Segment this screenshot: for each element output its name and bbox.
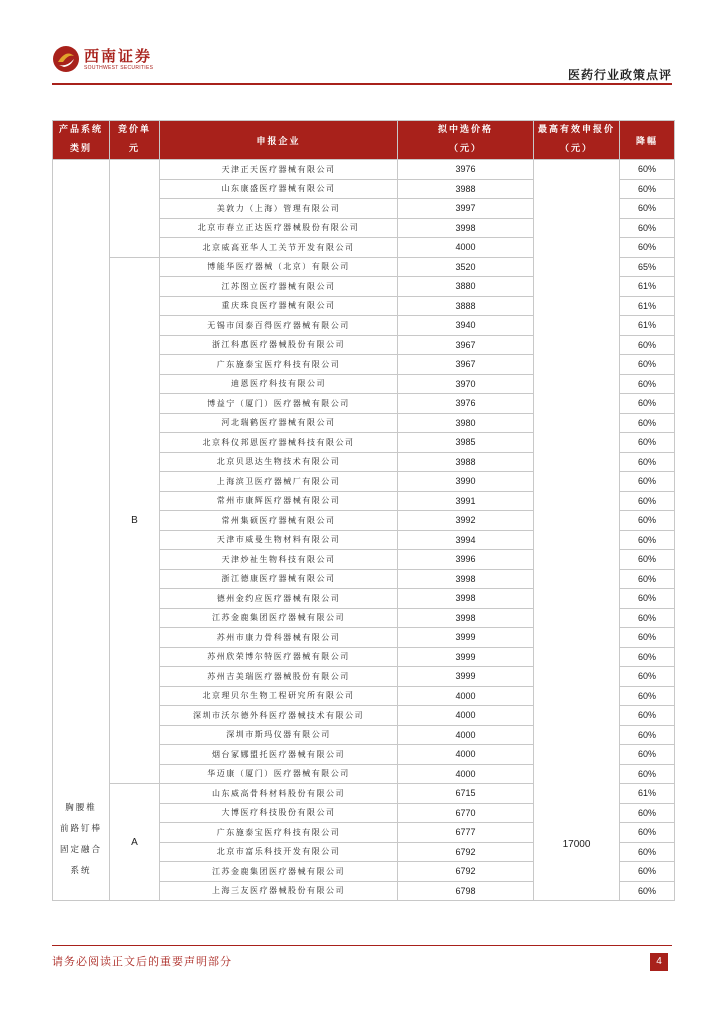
proposed-price-cell: 3988 (398, 179, 534, 199)
reduction-cell: 60% (620, 413, 675, 433)
company-cell: 无锡市闰泰百得医疗器械有限公司 (160, 316, 398, 336)
proposed-price-cell: 3998 (398, 569, 534, 589)
proposed-price-cell: 3980 (398, 413, 534, 433)
page-number-badge: 4 (650, 953, 668, 971)
reduction-cell: 60% (620, 179, 675, 199)
reduction-cell: 60% (620, 433, 675, 453)
reduction-cell: 60% (620, 569, 675, 589)
table-header-row (53, 121, 675, 160)
reduction-cell: 60% (620, 374, 675, 394)
footer-disclaimer: 请务必阅读正文后的重要声明部分 (52, 955, 232, 968)
company-cell: 山东康盛医疗器械有限公司 (160, 179, 398, 199)
company-cell: 烟台冢娜盟托医疗器械有限公司 (160, 745, 398, 765)
reduction-cell: 60% (620, 589, 675, 609)
header-max-price: 最高有效申报价（元） (534, 121, 620, 160)
reduction-cell: 61% (620, 316, 675, 336)
proposed-price-cell: 4000 (398, 686, 534, 706)
reduction-cell: 60% (620, 686, 675, 706)
reduction-cell: 60% (620, 394, 675, 414)
reduction-cell: 60% (620, 550, 675, 570)
proposed-price-cell: 3996 (398, 550, 534, 570)
report-title: 医药行业政策点评 (567, 68, 672, 82)
company-cell: 浙江德康医疗器械有限公司 (160, 569, 398, 589)
system-category-line: 胸腰椎 (65, 803, 97, 813)
company-cell: 北京市春立正达医疗器械股份有限公司 (160, 218, 398, 238)
proposed-price-cell: 3967 (398, 355, 534, 375)
proposed-price-cell: 3520 (398, 257, 534, 277)
company-cell: 北京威高亚华人工关节开发有限公司 (160, 238, 398, 258)
proposed-price-cell: 3880 (398, 277, 534, 297)
proposed-price-cell: 3988 (398, 452, 534, 472)
header-system-category: 产品系统类别 (53, 121, 110, 160)
proposed-price-cell: 6792 (398, 862, 534, 882)
reduction-cell: 60% (620, 803, 675, 823)
header-divider (52, 83, 672, 85)
system-category-cell (53, 160, 110, 901)
proposed-price-cell: 3999 (398, 667, 534, 687)
reduction-cell: 60% (620, 491, 675, 511)
proposed-price-cell: 4000 (398, 725, 534, 745)
reduction-cell: 61% (620, 277, 675, 297)
proposed-price-cell: 3976 (398, 394, 534, 414)
company-cell: 江苏金鹿集团医疗器械有限公司 (160, 608, 398, 628)
reduction-cell: 60% (620, 452, 675, 472)
proposed-price-cell: 3967 (398, 335, 534, 355)
company-cell: 上海滨卫医疗器械厂有限公司 (160, 472, 398, 492)
company-cell: 江苏图立医疗器械有限公司 (160, 277, 398, 297)
proposed-price-cell: 4000 (398, 764, 534, 784)
company-cell: 苏州市康力骨科器械有限公司 (160, 628, 398, 648)
proposed-price-cell: 4000 (398, 706, 534, 726)
company-cell: 天津正天医疗器械有限公司 (160, 160, 398, 180)
bid-result-table (52, 120, 675, 901)
company-cell: 苏州吉美瑞医疗器械股份有限公司 (160, 667, 398, 687)
company-cell: 北京贝思达生物技术有限公司 (160, 452, 398, 472)
company-cell: 迪恩医疗科技有限公司 (160, 374, 398, 394)
reduction-cell: 60% (620, 706, 675, 726)
company-cell: 广东施泰宝医疗科技有限公司 (160, 355, 398, 375)
table-row (53, 160, 675, 180)
company-logo (52, 44, 152, 76)
reduction-cell: 60% (620, 530, 675, 550)
header-reduction: 降幅 (620, 121, 675, 160)
company-cell: 博能华医疗器械（北京）有限公司 (160, 257, 398, 277)
company-cell: 苏州欣荣博尔特医疗器械有限公司 (160, 647, 398, 667)
header-bid-unit: 竞价单元 (110, 121, 160, 160)
system-category-line: 系统 (70, 866, 92, 876)
reduction-cell: 60% (620, 628, 675, 648)
header-company: 申报企业 (160, 121, 398, 160)
bid-unit-cell: B (110, 257, 160, 784)
proposed-price-cell: 3999 (398, 628, 534, 648)
reduction-cell: 60% (620, 199, 675, 219)
proposed-price-cell: 3990 (398, 472, 534, 492)
reduction-cell: 60% (620, 725, 675, 745)
max-price-cell: 17000 (534, 160, 620, 901)
price-table-container (52, 120, 674, 901)
proposed-price-cell: 3985 (398, 433, 534, 453)
company-cell: 华迈康（厦门）医疗器械有限公司 (160, 764, 398, 784)
reduction-cell: 60% (620, 355, 675, 375)
logo-english-name: SOUTHWEST SECURITIES (84, 65, 154, 71)
proposed-price-cell: 6777 (398, 823, 534, 843)
logo-chinese-name: 西南证券 (84, 47, 153, 65)
proposed-price-cell: 3998 (398, 589, 534, 609)
proposed-price-cell: 3998 (398, 608, 534, 628)
bid-unit-cell (110, 160, 160, 258)
company-cell: 河北瑞鹤医疗器械有限公司 (160, 413, 398, 433)
logo-emblem-icon (52, 45, 80, 73)
reduction-cell: 60% (620, 511, 675, 531)
company-cell: 北京科仪邦恩医疗器械科技有限公司 (160, 433, 398, 453)
company-cell: 重庆珠良医疗器械有限公司 (160, 296, 398, 316)
proposed-price-cell: 6770 (398, 803, 534, 823)
proposed-price-cell: 3888 (398, 296, 534, 316)
company-cell: 北京理贝尔生物工程研究所有限公司 (160, 686, 398, 706)
reduction-cell: 60% (620, 238, 675, 258)
reduction-cell: 60% (620, 160, 675, 180)
reduction-cell: 60% (620, 608, 675, 628)
company-cell: 博益宁（厦门）医疗器械有限公司 (160, 394, 398, 414)
proposed-price-cell: 4000 (398, 745, 534, 765)
reduction-cell: 61% (620, 784, 675, 804)
company-cell: 广东施泰宝医疗科技有限公司 (160, 823, 398, 843)
system-category-line: 前路钉棒 (59, 824, 102, 834)
proposed-price-cell: 3999 (398, 647, 534, 667)
company-cell: 德州金约应医疗器械有限公司 (160, 589, 398, 609)
company-cell: 山东威高骨科材料股份有限公司 (160, 784, 398, 804)
reduction-cell: 60% (620, 764, 675, 784)
company-cell: 天津炒祉生物科技有限公司 (160, 550, 398, 570)
company-cell: 深圳市斯玛仪器有限公司 (160, 725, 398, 745)
reduction-cell: 60% (620, 472, 675, 492)
company-cell: 深圳市沃尔德外科医疗器械技术有限公司 (160, 706, 398, 726)
bid-unit-cell: A (110, 784, 160, 901)
company-cell: 江苏金鹿集团医疗器械有限公司 (160, 862, 398, 882)
proposed-price-cell: 3992 (398, 511, 534, 531)
header-proposed-price: 拟中选价格（元） (398, 121, 534, 160)
company-cell: 美敦力（上海）管理有限公司 (160, 199, 398, 219)
company-cell: 北京市富乐科技开发有限公司 (160, 842, 398, 862)
proposed-price-cell: 6715 (398, 784, 534, 804)
reduction-cell: 60% (620, 335, 675, 355)
company-cell: 上海三友医疗器械股份有限公司 (160, 881, 398, 901)
proposed-price-cell: 3970 (398, 374, 534, 394)
proposed-price-cell: 6792 (398, 842, 534, 862)
table-body (53, 160, 675, 901)
reduction-cell: 60% (620, 667, 675, 687)
proposed-price-cell: 3998 (398, 218, 534, 238)
system-category-line: 固定融合 (59, 845, 102, 855)
reduction-cell: 60% (620, 745, 675, 765)
proposed-price-cell: 3994 (398, 530, 534, 550)
proposed-price-cell: 4000 (398, 238, 534, 258)
company-cell: 大博医疗科技股份有限公司 (160, 803, 398, 823)
reduction-cell: 60% (620, 881, 675, 901)
reduction-cell: 65% (620, 257, 675, 277)
reduction-cell: 60% (620, 862, 675, 882)
proposed-price-cell: 6798 (398, 881, 534, 901)
company-cell: 天津市威曼生物材料有限公司 (160, 530, 398, 550)
reduction-cell: 60% (620, 647, 675, 667)
proposed-price-cell: 3940 (398, 316, 534, 336)
company-cell: 浙江科惠医疗器械股份有限公司 (160, 335, 398, 355)
reduction-cell: 60% (620, 218, 675, 238)
proposed-price-cell: 3997 (398, 199, 534, 219)
proposed-price-cell: 3976 (398, 160, 534, 180)
company-cell: 常州市康辉医疗器械有限公司 (160, 491, 398, 511)
footer-divider (52, 945, 672, 946)
reduction-cell: 61% (620, 296, 675, 316)
reduction-cell: 60% (620, 842, 675, 862)
proposed-price-cell: 3991 (398, 491, 534, 511)
company-cell: 常州集硕医疗器械有限公司 (160, 511, 398, 531)
reduction-cell: 60% (620, 823, 675, 843)
